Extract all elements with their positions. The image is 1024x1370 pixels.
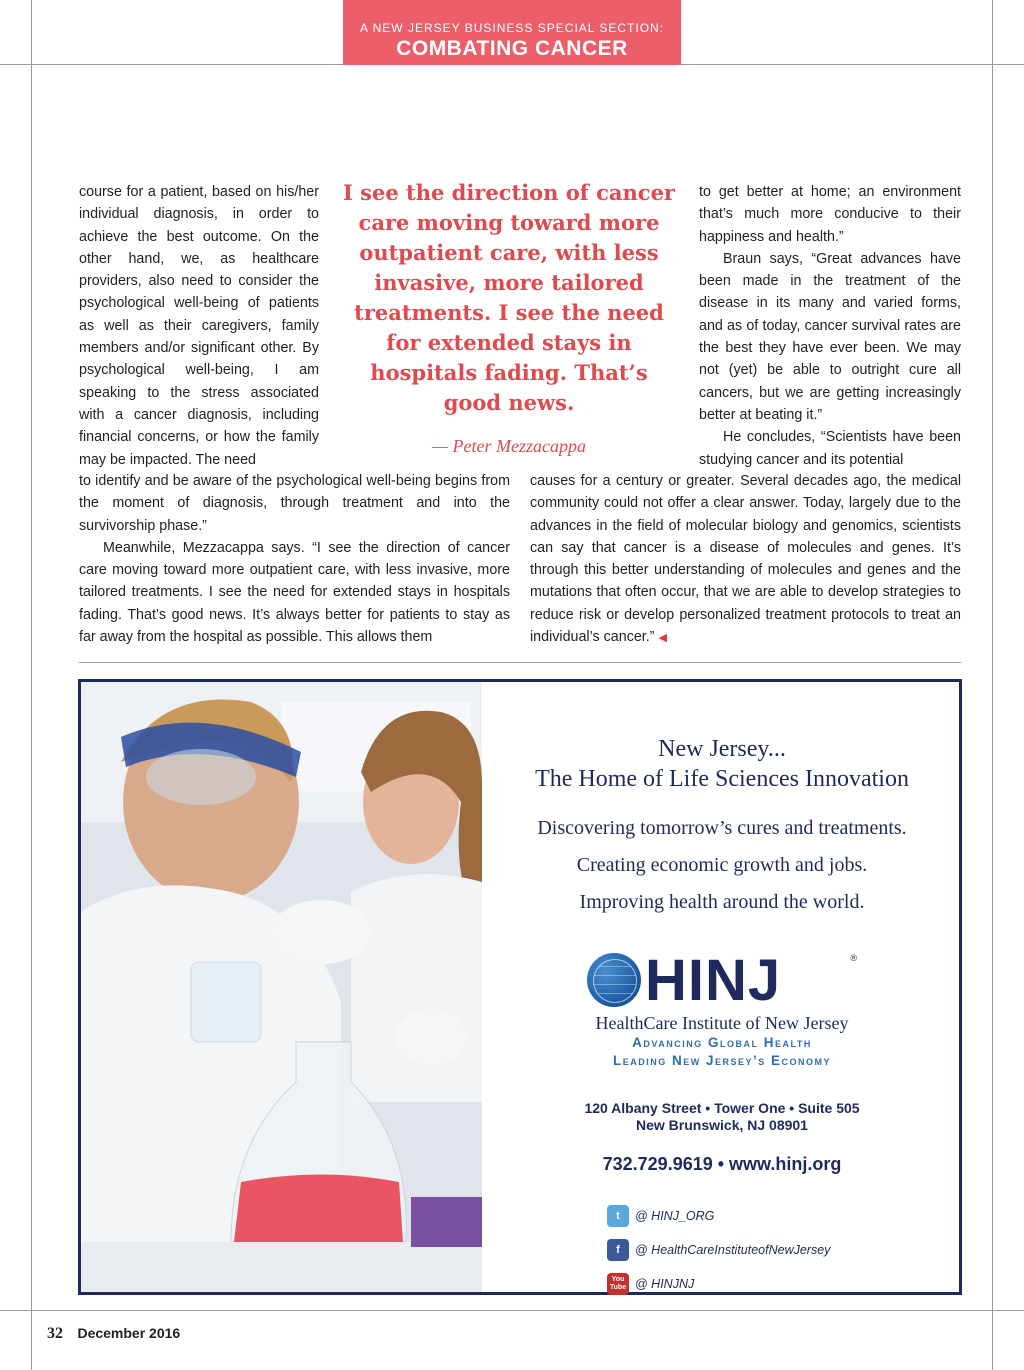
hinj-wordmark: HINJ (645, 948, 782, 1013)
right-margin-rule (992, 0, 993, 1370)
pull-quote-attribution: — Peter Mezzacappa (432, 436, 586, 456)
footer-rule (0, 1310, 1024, 1311)
pull-quote-text: I see the direction of cancer care moving toward more outpatient care, with less invasive, more tailored treatments. I see the need for extended stays in hospitals fading. That’s good news. (343, 180, 675, 415)
article-paragraph: Meanwhile, Mezzacappa says. “I see the direction of cancer care moving toward more outpatient care, with less invasive, more tailored treatments. I see the need for extended stays in hospitals fading. That’s good news. It’s always better for patients to stay as far away from the hospital as possible. This allows them (79, 539, 510, 646)
address-line: 120 Albany Street • Tower One • Suite 505 (584, 1100, 860, 1116)
section-kicker: A NEW JERSEY BUSINESS SPECIAL SECTION: (359, 21, 665, 35)
registered-mark: ® (850, 953, 857, 963)
org-address (485, 1100, 959, 1134)
article-paragraph: course for a patient, based on his/her individual diagnosis, in order to achieve the best outcome. On the other hand, we, as healthcare providers, also need to consider the psychological well-being of patients as well as their caregivers, family members and/or significant other. By psychological well-being, I am speaking to the stress associated with a cancer diagnosis, including financial concerns, or how the family may be impacted. The need (79, 184, 319, 468)
pull-quote (339, 178, 679, 457)
twitter-icon: t (607, 1205, 629, 1227)
article-paragraph: to get better at home; an environment that’s much more conducive to their happiness and health.” (699, 184, 961, 245)
issue-date: December 2016 (77, 1325, 181, 1341)
social-links (607, 1199, 959, 1301)
left-margin-rule (31, 0, 32, 1370)
ad-tagline: Improving health around the world. (579, 891, 865, 913)
youtube-handle: @ HINJNJ (635, 1277, 695, 1291)
article-paragraph: to identify and be aware of the psychological well-being begins from the moment of diagnosis, through treatment and into the survivorship phase.” (79, 473, 510, 534)
facebook-link (607, 1233, 959, 1267)
phone-and-website: 732.729.9619 • www.hinj.org (602, 1154, 842, 1174)
hinj-logo (587, 948, 857, 1013)
section-title: COMBATING CANCER (396, 37, 628, 60)
ad-headline: New Jersey... (658, 736, 786, 762)
ad-tagline: Creating economic growth and jobs. (576, 854, 868, 876)
article-lower-left (79, 470, 510, 648)
article-paragraph: He concludes, “Scientists have been studying cancer and its potential (699, 429, 961, 468)
lab-scientists-illustration (81, 682, 482, 1292)
article-lower-right (530, 470, 961, 649)
article-divider (79, 662, 961, 663)
twitter-link (607, 1199, 959, 1233)
org-name: HealthCare Institute of New Jersey (595, 1013, 849, 1033)
header-rule-left (0, 64, 343, 65)
ad-tagline: Discovering tomorrow’s cures and treatments. (537, 817, 907, 839)
youtube-link (607, 1267, 959, 1301)
header-rule-right (681, 64, 1024, 65)
article-text: causes for a century or greater. Several decades ago, the medical community could not offer a clear answer. Today, largely due to the advances in the field of molecular biology and genomics, scientists can say that cancer is a disease of molecules and genes. It’s through this better understanding of molecules and genes and the mutations that often occur, that we are able to develop strategies to reduce risk or develop personalized treatment protocols to treat an individual’s cancer.” (530, 473, 961, 646)
end-of-article-icon: ◀ (658, 632, 667, 645)
article-column-right (699, 181, 961, 471)
address-line: New Brunswick, NJ 08901 (636, 1117, 808, 1133)
twitter-handle: @ HINJ_ORG (635, 1209, 715, 1223)
facebook-handle: @ HealthCareInstituteofNewJersey (635, 1243, 831, 1257)
ad-subheadline: The Home of Life Sciences Innovation (535, 766, 909, 792)
article-paragraph: Braun says, “Great advances have been made in the treatment of the disease in its many and varied forms, and as of today, cancer survival rates are the best they have ever been. We may not (yet) be able to outright cure all cancers, but we are getting increasingly better at beating it.” (699, 250, 961, 423)
page-footer (47, 1325, 180, 1343)
section-banner (343, 0, 681, 65)
facebook-icon: f (607, 1239, 629, 1261)
lab-scientists-photo (81, 682, 482, 1292)
globe-icon (587, 953, 641, 1007)
article-column-left (79, 181, 319, 471)
ad-copy (485, 682, 959, 1292)
org-mission: Leading New Jersey’s Economy (612, 1053, 832, 1068)
ad-taglines (485, 810, 959, 921)
page-number: 32 (47, 1325, 63, 1342)
article-paragraph (530, 470, 961, 649)
org-mission: Advancing Global Health (632, 1035, 812, 1050)
youtube-icon: You Tube (607, 1273, 629, 1295)
hinj-advertisement (78, 679, 962, 1295)
